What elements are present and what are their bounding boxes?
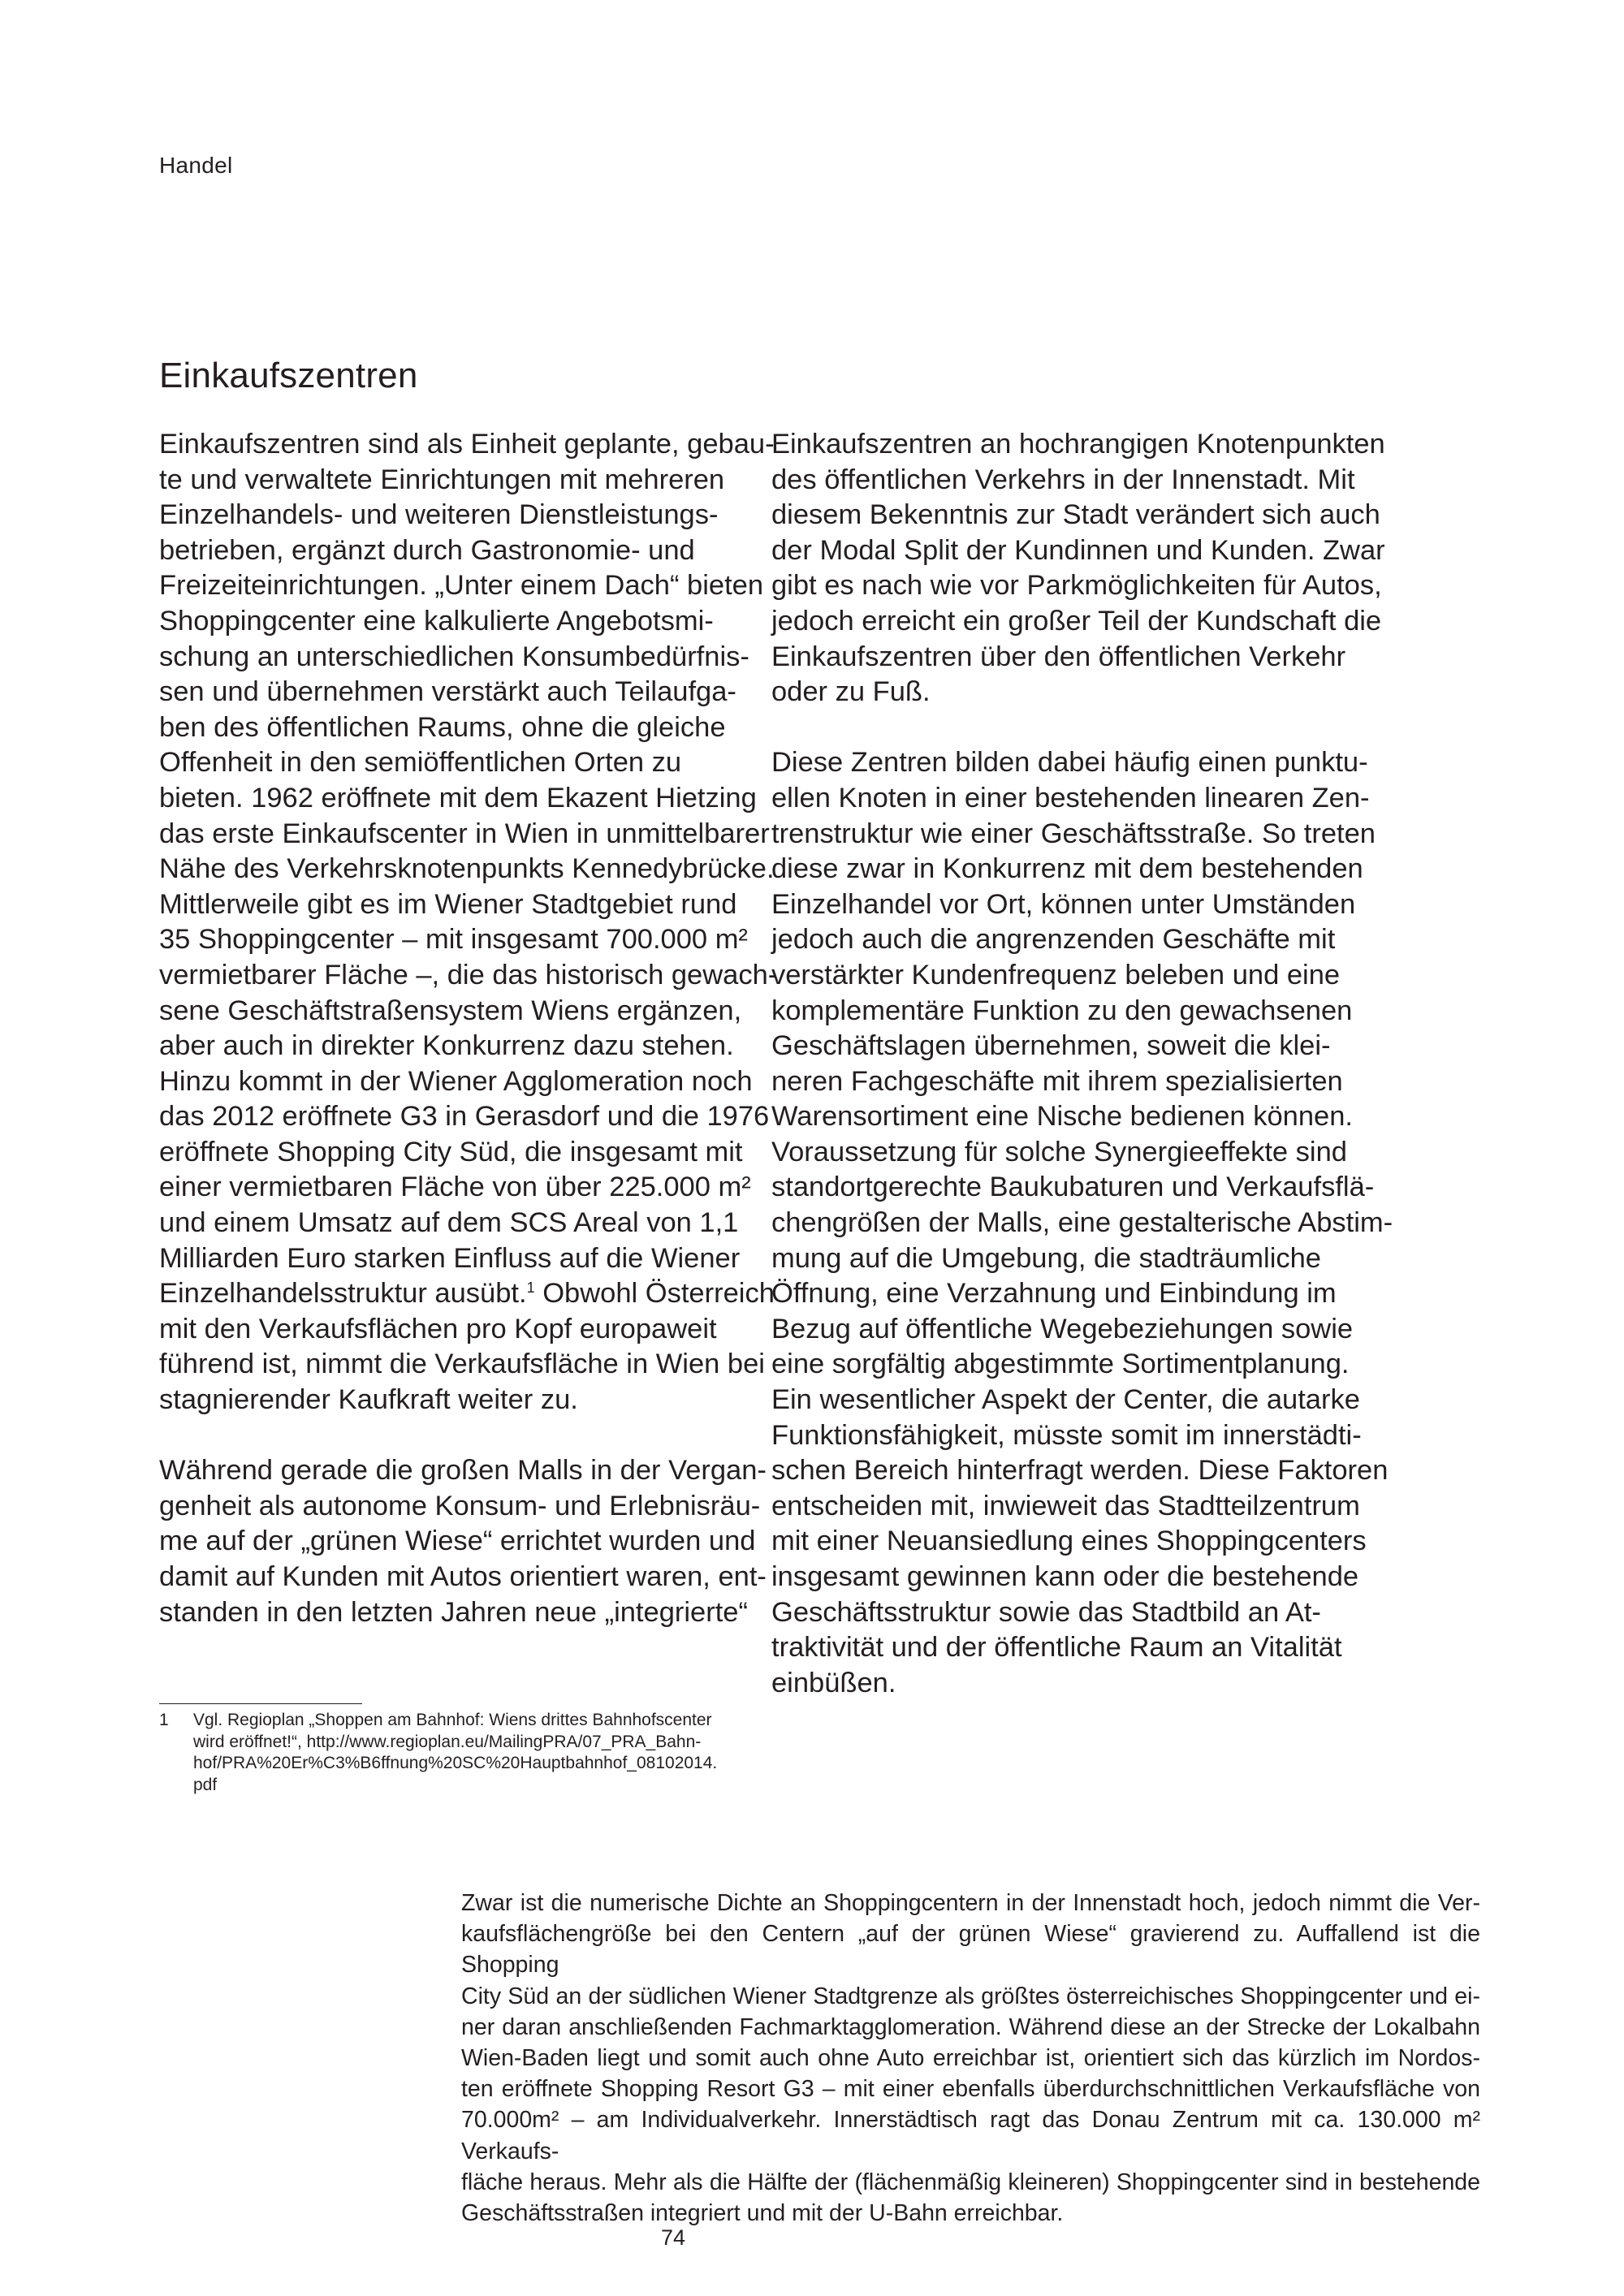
text-line: komplementäre Funktion zu den gewachsenen (771, 995, 1353, 1026)
text-line: traktivität und der öffentliche Raum an Vitalität (771, 1632, 1342, 1664)
text-line: mit einer Neuansiedlung eines Shoppingcenters (771, 1526, 1367, 1557)
text-line: einer vermietbaren Fläche von über 225.000 m² (159, 1172, 751, 1203)
text-line: mit den Verkaufsflächen pro Kopf europaweit (159, 1313, 717, 1344)
text-line: Nähe des Verkehrsknotenpunkts Kennedybrücke. (159, 853, 775, 885)
text-line: des öffentlichen Verkehrs in der Innenstadt. Mit (771, 464, 1355, 495)
footnote-number: 1 (159, 1711, 169, 1729)
text-fragment: Einzelhandelsstruktur ausübt. (159, 1278, 527, 1310)
text-line: verstärkter Kundenfrequenz beleben und eine (771, 959, 1341, 990)
caption-line: ner daran anschließenden Fachmarktagglomeration. Während diese an der Strecke der Lokalbahn (461, 2013, 1480, 2040)
text-line: damit auf Kunden mit Autos orientiert waren, ent- (159, 1561, 767, 1592)
text-line: einbüßen. (771, 1667, 896, 1698)
caption-line: ten eröffnete Shopping Resort G3 – mit einer ebenfalls überdurchschnittlichen Verkaufsfläche von (461, 2076, 1480, 2103)
text-line: diese zwar in Konkurrenz mit dem bestehenden (771, 853, 1363, 885)
text-line: vermietbarer Fläche –, die das historisch gewach- (159, 959, 778, 990)
text-line: Geschäftslagen übernehmen, soweit die klei- (771, 1030, 1331, 1062)
footnote-line-link[interactable]: wird eröffnet!“, http://www.regioplan.eu/MailingPRA/07_PRA_Bahn- (193, 1732, 702, 1751)
paragraph-gap (159, 1418, 764, 1454)
text-line: standortgerechte Baukubaturen und Verkaufsflä- (771, 1172, 1375, 1203)
text-line: Offenheit in den semiöffentlichen Orten zu (159, 747, 682, 779)
text-line: schung an unterschiedlichen Konsumbedürfnis- (159, 641, 749, 672)
text-line: 35 Shoppingcenter – mit insgesamt 700.000 m² (159, 924, 748, 956)
text-line: Einzelhandel vor Ort, können unter Umständen (771, 888, 1356, 920)
text-line: ben des öffentlichen Raums, ohne die gleiche (159, 711, 726, 743)
text-line: und einem Umsatz auf dem SCS Areal von 1,1 (159, 1207, 739, 1239)
caption-line: kaufsflächengröße bei den Centern „auf der grünen Wiese“ gravierend zu. Auffallend ist die Shopping (461, 1921, 1480, 1979)
text-line: oder zu Fuß. (771, 676, 931, 708)
text-line: Einzelhandels- und weiteren Dienstleistungs- (159, 499, 719, 531)
footnote-text (193, 1710, 717, 1796)
text-line: Warensortiment eine Nische bedienen können. (771, 1101, 1353, 1133)
text-line: Geschäftsstruktur sowie das Stadtbild an At- (771, 1596, 1321, 1628)
text-line: diesem Bekenntnis zur Stadt verändert sich auch (771, 499, 1380, 531)
footnote-line-link[interactable]: pdf (193, 1775, 218, 1794)
text-line: te und verwaltete Einrichtungen mit mehreren (159, 464, 725, 495)
right-paragraph-1 (771, 427, 1385, 710)
text-line: Funktionsfähigkeit, müsste somit im innerstädti- (771, 1419, 1362, 1451)
page-number: 74 (661, 2225, 686, 2250)
text-line: chengrößen der Malls, eine gestalterische Abstim- (771, 1207, 1393, 1239)
paragraph-gap (771, 710, 1376, 746)
text-line: jedoch auch die angrenzenden Geschäfte mit (771, 924, 1336, 956)
text-line: stagnierender Kaufkraft weiter zu. (159, 1384, 578, 1416)
text-line: sene Geschäftstraßensystem Wiens ergänzen, (159, 995, 742, 1026)
caption-line: Geschäftsstraßen integriert und mit der U-Bahn erreichbar. (461, 2200, 1064, 2227)
caption-line: fläche heraus. Mehr als die Hälfte der (flächenmäßig kleineren) Shoppingcenter sind in bestehende (461, 2169, 1480, 2195)
footnote-line: Vgl. Regioplan „Shoppen am Bahnhof: Wiens drittes Bahnhofscenter (193, 1711, 712, 1729)
text-line: Einkaufszentren über den öffentlichen Verkehr (771, 641, 1346, 672)
text-line: eröffnete Shopping City Süd, die insgesamt mit (159, 1136, 743, 1167)
text-line: betrieben, ergänzt durch Gastronomie- und (159, 534, 695, 566)
text-line: insgesamt gewinnen kann oder die bestehende (771, 1561, 1359, 1592)
text-line: me auf der „grünen Wiese“ errichtet wurden und (159, 1526, 756, 1557)
text-line: standen in den letzten Jahren neue „integrierte“ (159, 1596, 748, 1628)
text-line: eine sorgfältig abgestimmte Sortimentplanung. (771, 1349, 1350, 1380)
text-line-with-footnote (159, 1276, 775, 1312)
text-line: genheit als autonome Konsum- und Erlebnisräu- (159, 1490, 761, 1521)
text-line: der Modal Split der Kundinnen und Kunden. Zwar (771, 534, 1385, 566)
text-line: trenstruktur wie einer Geschäftsstraße. So treten (771, 818, 1376, 849)
text-line: neren Fachgeschäfte mit ihrem spezialisierten (771, 1065, 1343, 1097)
text-line: Öffnung, eine Verzahnung und Einbindung im (771, 1278, 1337, 1310)
left-column (159, 427, 778, 1630)
footnote-reference[interactable]: 1 (526, 1280, 535, 1297)
text-line: entscheiden mit, inwieweit das Stadtteilzentrum (771, 1490, 1360, 1521)
text-line: Ein wesentlicher Aspekt der Center, die autarke (771, 1384, 1360, 1416)
text-fragment: Obwohl Österreich (534, 1278, 775, 1310)
section-title: Einkaufszentren (159, 356, 418, 395)
text-line: Einkaufszentren an hochrangigen Knotenpunkten (771, 429, 1385, 460)
footnote-line-link[interactable]: hof/PRA%20Er%C3%B6ffnung%20SC%20Hauptbahnhof_08102014. (193, 1754, 718, 1772)
text-line: ellen Knoten in einer bestehenden linearen Zen- (771, 782, 1370, 814)
figure-caption (461, 1888, 1480, 2229)
left-paragraph-1 (159, 427, 778, 1418)
text-line: bieten. 1962 eröffnete mit dem Ekazent Hietzing (159, 782, 757, 814)
text-line: Einkaufszentren sind als Einheit geplante, gebau- (159, 429, 775, 460)
text-line: Voraussetzung für solche Synergieeffekte sind (771, 1136, 1347, 1167)
text-line: sen und übernehmen verstärkt auch Teilaufga- (159, 676, 736, 708)
caption-line: Wien-Baden liegt und somit auch ohne Auto erreichbar ist, orientiert sich das kürzlich im Nordos- (461, 2045, 1480, 2072)
caption-line: City Süd an der südlichen Wiener Stadtgrenze als größtes österreichisches Shoppingcenter und ei- (461, 1983, 1480, 2009)
text-line: Freizeiteinrichtungen. „Unter einem Dach“ bieten (159, 570, 764, 602)
right-paragraph-2 (771, 745, 1393, 1701)
left-paragraph-2 (159, 1453, 767, 1630)
text-line: das 2012 eröffnete G3 in Gerasdorf und die 1976 (159, 1101, 770, 1133)
text-line: Hinzu kommt in der Wiener Agglomeration noch (159, 1065, 753, 1097)
caption-line: 70.000m² – am Individualverkehr. Innerstädtisch ragt das Donau Zentrum mit ca. 130.000 m² Verkaufs- (461, 2107, 1480, 2164)
text-line: Diese Zentren bilden dabei häufig einen punktu- (771, 747, 1368, 779)
right-column (771, 427, 1393, 1701)
running-head: Handel (159, 153, 233, 178)
text-line: Während gerade die großen Malls in der Vergan- (159, 1455, 767, 1487)
text-line: mung auf die Umgebung, die stadträumliche (771, 1242, 1321, 1274)
text-line: jedoch erreicht ein großer Teil der Kundschaft die (771, 605, 1382, 637)
text-line: Shoppingcenter eine kalkulierte Angebotsmi- (159, 605, 714, 637)
text-line: Bezug auf öffentliche Wegebeziehungen sowie (771, 1313, 1354, 1344)
text-line: gibt es nach wie vor Parkmöglichkeiten für Autos, (771, 570, 1382, 602)
text-line: Mittlerweile gibt es im Wiener Stadtgebiet rund (159, 888, 737, 920)
text-line: Milliarden Euro starken Einfluss auf die Wiener (159, 1242, 741, 1274)
caption-line: Zwar ist die numerische Dichte an Shoppingcentern in der Innenstadt hoch, jedoch nimmt die Ver- (461, 1890, 1480, 1916)
footnote-divider (159, 1703, 362, 1704)
text-line: schen Bereich hinterfragt werden. Diese Faktoren (771, 1455, 1389, 1487)
text-line: führend ist, nimmt die Verkaufsfläche in Wien bei (159, 1349, 765, 1380)
text-line: das erste Einkaufscenter in Wien in unmittelbarer (159, 818, 770, 849)
text-line: aber auch in direkter Konkurrenz dazu stehen. (159, 1030, 734, 1062)
